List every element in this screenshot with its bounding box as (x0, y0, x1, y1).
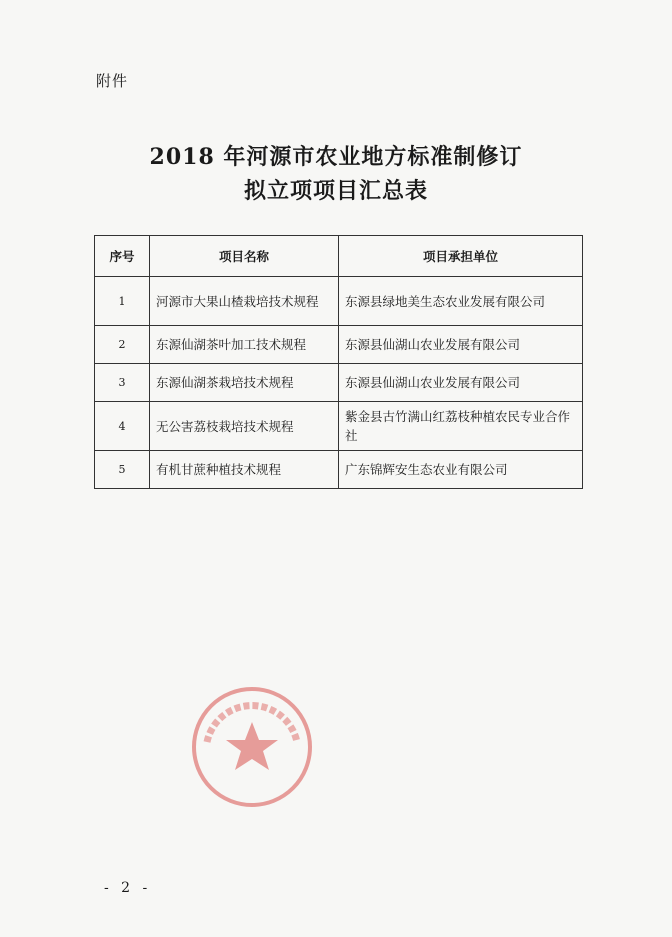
row-unit: 东源县仙湖山农业发展有限公司 (339, 364, 583, 402)
seal-star (226, 722, 278, 770)
title-line-1: 2018 年河源市农业地方标准制修订 (149, 144, 523, 170)
row-index: 2 (95, 326, 150, 364)
official-seal-icon (187, 682, 317, 812)
row-index: 5 (95, 451, 150, 489)
row-unit: 东源县绿地美生态农业发展有限公司 (339, 277, 583, 326)
row-unit: 紫金县古竹满山红荔枝种植农民专业合作社 (339, 402, 583, 451)
row-project-name: 东源仙湖茶栽培技术规程 (150, 364, 339, 402)
table-header-row (95, 236, 583, 277)
table-row (95, 402, 583, 451)
page-number: - 2 - (104, 880, 152, 896)
project-summary-table (94, 235, 583, 489)
header-project-name: 项目名称 (150, 236, 339, 277)
row-index: 4 (95, 402, 150, 451)
table-row (95, 277, 583, 326)
row-unit: 东源县仙湖山农业发展有限公司 (339, 326, 583, 364)
title-line-2: 拟立项项目汇总表 (243, 178, 428, 204)
row-unit: 广东锦辉安生态农业有限公司 (339, 451, 583, 489)
row-project-name: 河源市大果山楂栽培技术规程 (150, 277, 339, 326)
attachment-label: 附件 (96, 72, 129, 90)
table-row (95, 364, 583, 402)
row-project-name: 有机甘蔗种植技术规程 (150, 451, 339, 489)
row-index: 3 (95, 364, 150, 402)
row-project-name: 无公害荔枝栽培技术规程 (150, 402, 339, 451)
header-unit: 项目承担单位 (339, 236, 583, 277)
row-project-name: 东源仙湖茶叶加工技术规程 (150, 326, 339, 364)
table-row (95, 326, 583, 364)
row-index: 1 (95, 277, 150, 326)
table-row (95, 451, 583, 489)
header-index: 序号 (95, 236, 150, 277)
